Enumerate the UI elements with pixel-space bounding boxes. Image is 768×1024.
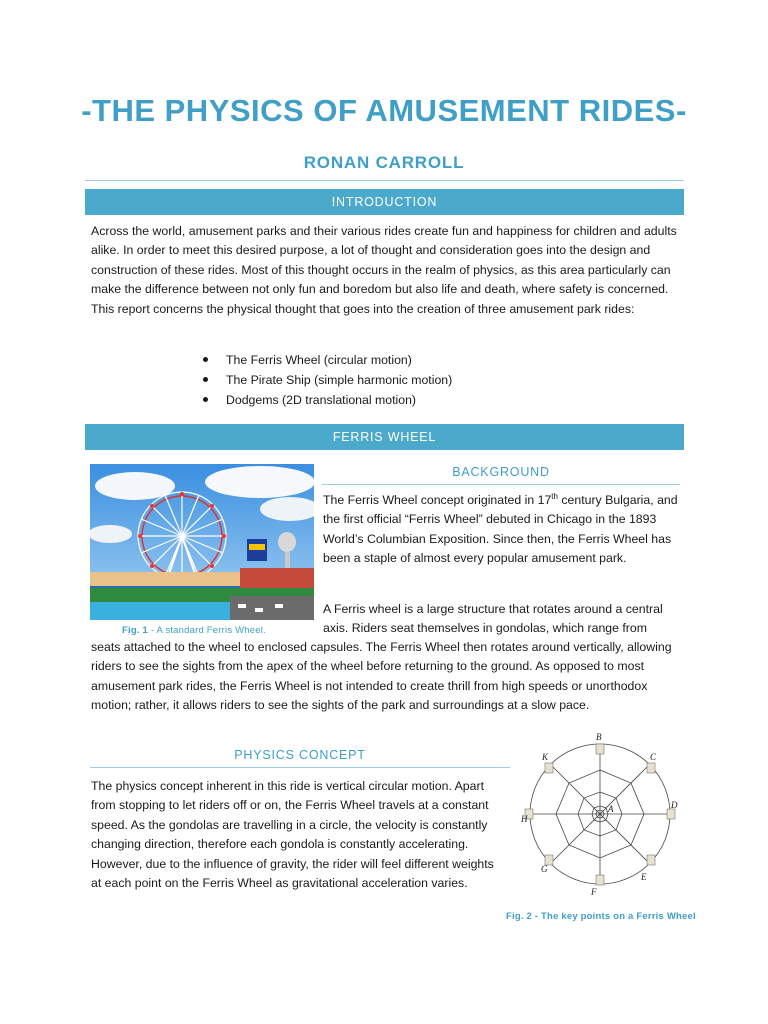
- point-label-b: B: [596, 732, 602, 742]
- ferris-wheel-photo: [90, 464, 314, 620]
- point-label-h: H: [521, 814, 528, 824]
- list-item: Dodgems (2D translational motion): [200, 390, 452, 410]
- introduction-text: Across the world, amusement parks and their various rides create fun and happiness for children and adults alike. In order to meet this desired purpose, a lot of thought and consideration goes into the design and construction of these rides. Most of this thought occurs in the realm of physics, as this area particularly can make the difference between not only fun and boredom but also life and death, where safety is concerned. This report concerns the physical thought that goes into the creation of three amusement park rides:: [91, 224, 677, 316]
- list-item: The Pirate Ship (simple harmonic motion): [200, 370, 452, 390]
- point-label-d: D: [671, 800, 678, 810]
- subheading-divider: [322, 484, 680, 485]
- bullet-icon: [203, 357, 208, 362]
- introduction-paragraph: [91, 222, 681, 319]
- point-label-e: E: [641, 872, 647, 882]
- point-label-g: G: [541, 864, 548, 874]
- ferris-wheel-photo-icon: [90, 464, 314, 620]
- bullet-icon: [203, 377, 208, 382]
- list-item: The Ferris Wheel (circular motion): [200, 350, 452, 370]
- point-label-c: C: [650, 752, 657, 762]
- section-header-ferris-wheel: FERRIS WHEEL: [85, 424, 684, 450]
- point-label-a: A: [608, 804, 614, 814]
- point-label-f: F: [591, 887, 597, 897]
- ferris-wheel-diagram: [520, 730, 690, 910]
- subheading-divider: [90, 767, 510, 768]
- background-paragraph-2: seats attached to the wheel to enclosed capsules. The Ferris Wheel then rotates around vertically, allowing riders to see the sights from the apex of the wheel before returning to the ground. As opposed to most amusement park rides, the Ferris Wheel is not intended to create thrill from high speeds or unorthodox motion; rather, it allows riders to see the sights of the park and surroundings at a slow pace.: [91, 640, 672, 713]
- document-title: -THE PHYSICS OF AMUSEMENT RIDES-: [81, 93, 687, 128]
- rides-list: [200, 350, 452, 410]
- subheading-background: BACKGROUND: [452, 465, 550, 479]
- bullet-icon: [203, 397, 208, 402]
- background-paragraph-2-side: A Ferris wheel is a large structure that rotates around a central axis. Riders seat themselves in gondolas, which range from: [323, 602, 663, 636]
- background-paragraph-1: The Ferris Wheel concept originated in 17th century Bulgaria, and the first official “Ferris Wheel” debuted in Chicago in the 1893 World’s Columbian Exposition. Since then, the Ferris Wheel has been a staple of almost every popular amusement park.: [323, 491, 678, 566]
- section-header-introduction: INTRODUCTION: [85, 189, 684, 215]
- physics-paragraph: The physics concept inherent in this ride is vertical circular motion. Apart from stopping to let riders off or on, the Ferris Wheel travels at a constant speed. As the gondolas are travelling in a circle, the velocity is constantly changing direction, therefore each gondola is constantly accelerating. However, due to the influence of gravity, the rider will feel different weights at each point on the Ferris Wheel as gravitational acceleration varies.: [91, 779, 494, 891]
- point-label-k: K: [542, 752, 549, 762]
- figure-2-caption: Fig. 2 - The key points on a Ferris Wheel: [506, 911, 696, 922]
- figure-1-caption: Fig. 1 - A standard Ferris Wheel.: [122, 625, 266, 636]
- author-name: RONAN CARROLL: [303, 153, 465, 172]
- subheading-physics-concept: PHYSICS CONCEPT: [234, 748, 366, 762]
- author-divider: [85, 180, 684, 181]
